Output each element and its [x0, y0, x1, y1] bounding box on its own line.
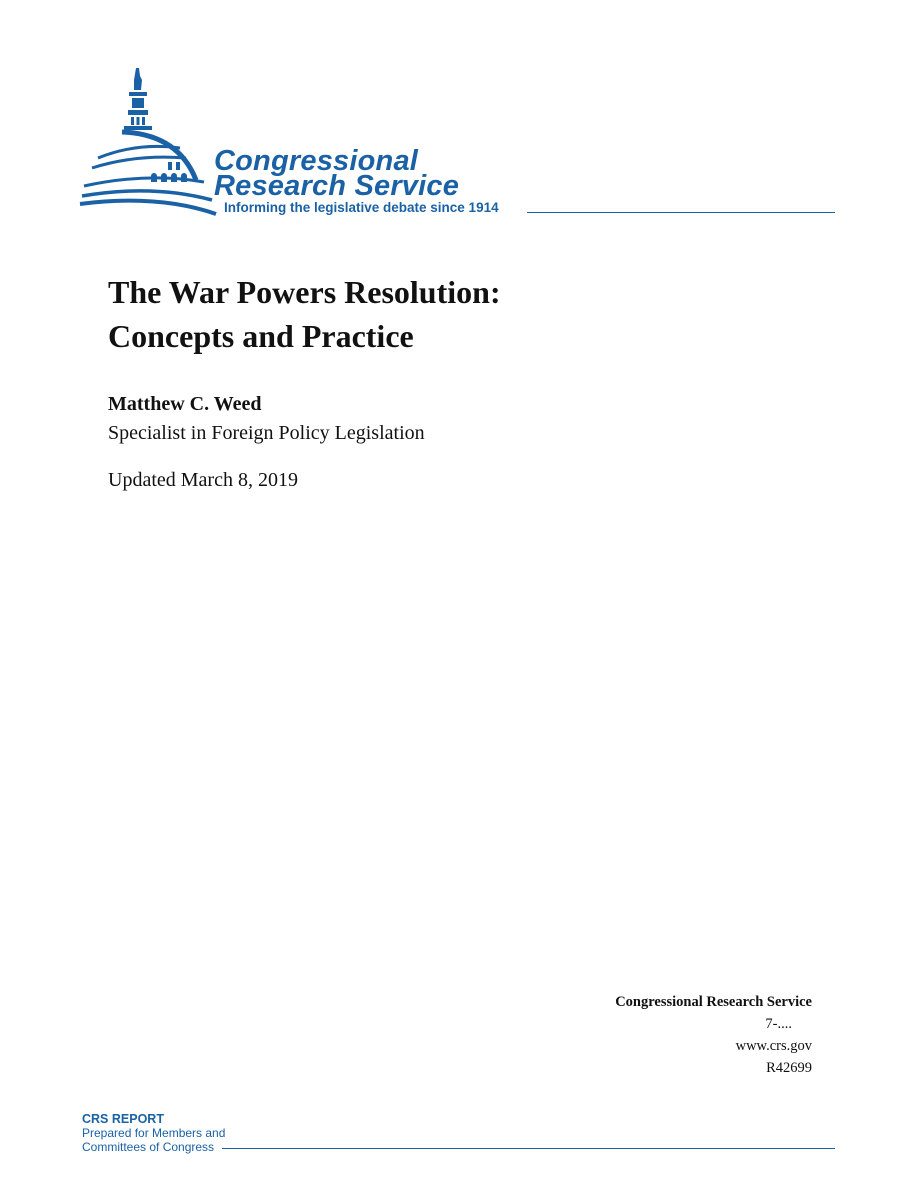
- author-title: Specialist in Foreign Policy Legislation: [108, 422, 425, 444]
- crs-report-badge: [82, 1112, 225, 1154]
- footer-report-number: R42699: [766, 1060, 812, 1076]
- updated-date: Updated March 8, 2019: [108, 469, 298, 491]
- report-title-line1: The War Powers Resolution:: [108, 274, 501, 310]
- footer-code: 7-....: [765, 1016, 792, 1032]
- report-title-line2: Concepts and Practice: [108, 318, 414, 354]
- report-identifiers: [615, 991, 812, 1079]
- logo-wordmark-line2: Research Service: [214, 170, 460, 202]
- footer-website: www.crs.gov: [735, 1038, 812, 1054]
- author-name: Matthew C. Weed: [108, 393, 262, 415]
- logo-tagline: Informing the legislative debate since 1914: [224, 200, 499, 215]
- crs-report-line2: Committees of Congress: [82, 1140, 215, 1154]
- capitol-dome-icon: [78, 62, 218, 218]
- footer-organization: Congressional Research Service: [615, 994, 812, 1010]
- report-title: [108, 270, 808, 358]
- crs-report-line1: Prepared for Members and: [82, 1126, 226, 1140]
- crs-logo: [78, 62, 838, 222]
- footer-divider: [222, 1148, 835, 1149]
- logo-wordmark-line1: Congressional: [214, 145, 419, 177]
- header-divider: [527, 212, 835, 213]
- crs-report-label: CRS REPORT: [82, 1112, 164, 1126]
